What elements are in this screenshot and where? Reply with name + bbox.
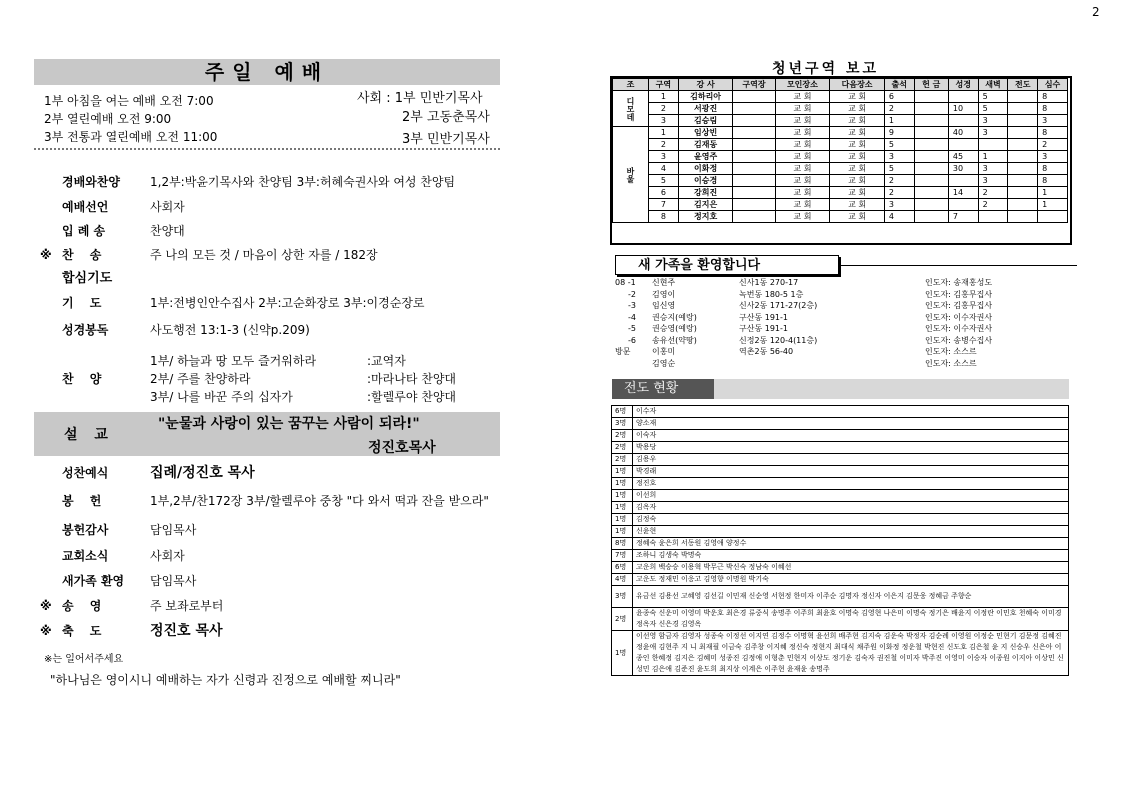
- evangelism-count: 2명: [612, 442, 633, 454]
- praise-by-3: :할렐루야 찬양대: [367, 390, 457, 404]
- table-cell: [948, 199, 978, 211]
- table-row: [612, 406, 1069, 418]
- table-row: [612, 490, 1069, 502]
- evangelism-count: 1명: [612, 631, 633, 676]
- table-cell: [1008, 151, 1038, 163]
- table-cell: 30: [948, 163, 978, 175]
- order-label: 입 례 송: [62, 224, 106, 238]
- sermon-label: 설 교: [64, 427, 114, 443]
- table-cell: [948, 175, 978, 187]
- new-family-name: 이홍미: [652, 347, 676, 356]
- table-cell: [1008, 127, 1038, 139]
- column-header: 구역장: [733, 79, 775, 91]
- table-cell: 교 회: [775, 175, 830, 187]
- table-row: [612, 418, 1069, 430]
- order-label: 찬 송: [62, 248, 108, 262]
- table-cell: [914, 211, 948, 223]
- table-cell: 1: [884, 115, 914, 127]
- evangelism-names: 김정숙: [633, 514, 1069, 526]
- evangelism-count: 1명: [612, 514, 633, 526]
- table-row: [612, 514, 1069, 526]
- table-cell: 교 회: [830, 199, 885, 211]
- table-cell: [948, 139, 978, 151]
- table-row: [612, 526, 1069, 538]
- evangelism-names: 신윤현: [633, 526, 1069, 538]
- order-value: 사회자: [150, 549, 185, 563]
- table-cell: 2: [978, 199, 1008, 211]
- evangelism-count: 1명: [612, 490, 633, 502]
- order-label: 교회소식: [62, 549, 109, 563]
- evangelism-names: 박용당: [633, 442, 1069, 454]
- order-value: 찬양대: [150, 224, 185, 238]
- table-cell: 윤영주: [678, 151, 733, 163]
- table-cell: 6: [649, 187, 679, 199]
- table-row: [612, 466, 1069, 478]
- new-family-address: 구산동 191-1: [739, 324, 788, 333]
- table-cell: [914, 91, 948, 103]
- table-cell: 1: [649, 127, 679, 139]
- new-family-rule: [841, 265, 1077, 266]
- table-cell: 3: [1038, 151, 1068, 163]
- order-label: 새가족 환영: [62, 574, 125, 588]
- table-cell: 5: [978, 91, 1008, 103]
- table-cell: 3: [978, 175, 1008, 187]
- table-cell: [733, 127, 775, 139]
- evangelism-count: 6명: [612, 562, 633, 574]
- table-cell: [978, 211, 1008, 223]
- table-cell: 2: [649, 139, 679, 151]
- table-cell: 교 회: [830, 163, 885, 175]
- table-row: [613, 211, 1068, 223]
- table-cell: 교 회: [775, 151, 830, 163]
- table-cell: 교 회: [830, 91, 885, 103]
- table-cell: 10: [948, 103, 978, 115]
- evangelism-count: 1명: [612, 526, 633, 538]
- table-cell: 임상빈: [678, 127, 733, 139]
- table-row: [612, 538, 1069, 550]
- evangelism-names: 김옥자: [633, 502, 1069, 514]
- table-cell: 3: [978, 115, 1008, 127]
- table-row: [612, 586, 1069, 608]
- table-cell: 교 회: [775, 187, 830, 199]
- table-cell: 2: [884, 175, 914, 187]
- column-header: 조: [613, 79, 649, 91]
- table-row: [612, 631, 1069, 676]
- table-cell: [1008, 91, 1038, 103]
- table-cell: 3: [978, 127, 1008, 139]
- table-cell: 교 회: [775, 139, 830, 151]
- new-family-address: 신사1동 270-17: [739, 278, 799, 287]
- table-cell: 교 회: [775, 211, 830, 223]
- table-cell: 5: [978, 103, 1008, 115]
- table-cell: 교 회: [775, 103, 830, 115]
- table-cell: [1008, 199, 1038, 211]
- table-cell: 교 회: [830, 151, 885, 163]
- youth-report-title: 청년구역 보고: [772, 61, 880, 77]
- evangelism-count: 1명: [612, 502, 633, 514]
- table-cell: 6: [884, 91, 914, 103]
- table-cell: 45: [948, 151, 978, 163]
- table-cell: 8: [1038, 103, 1068, 115]
- evangelism-count: 1명: [612, 466, 633, 478]
- praise-line-1: 1부/ 하늘과 땅 모두 즐거워하라: [150, 354, 317, 368]
- order-label: 봉 헌: [62, 494, 108, 508]
- table-cell: 40: [948, 127, 978, 139]
- new-family-guide: 인도자: 송재홍성도: [925, 278, 993, 287]
- new-family-address: 녹번동 180-5 1층: [739, 289, 804, 299]
- new-family-no: -5: [628, 324, 636, 333]
- table-cell: [733, 115, 775, 127]
- evangelism-names: 고운희 백승승 이용혁 박무근 박신숙 정남숙 이혜선: [633, 562, 1069, 574]
- evangelism-count: 7명: [612, 550, 633, 562]
- table-cell: 김지은: [678, 199, 733, 211]
- table-row: [613, 187, 1068, 199]
- evangelism-count: 2명: [612, 608, 633, 631]
- table-cell: 교 회: [830, 139, 885, 151]
- new-family-no: 08 -1: [615, 278, 636, 287]
- column-header: 모인장소: [775, 79, 830, 91]
- table-cell: 8: [1038, 163, 1068, 175]
- table-cell: [948, 91, 978, 103]
- table-cell: 3: [884, 151, 914, 163]
- table-cell: 교 회: [775, 91, 830, 103]
- evangelism-names: 이수자: [633, 406, 1069, 418]
- new-family-name: 권승지(예랑): [652, 312, 697, 322]
- table-cell: [914, 151, 948, 163]
- evangelism-count: 3명: [612, 418, 633, 430]
- standing-mark: ※: [40, 599, 52, 613]
- new-family-name: 송유선(약땅): [652, 335, 697, 345]
- column-header: 심수: [1038, 79, 1068, 91]
- table-cell: [733, 163, 775, 175]
- table-cell: [1008, 139, 1038, 151]
- table-cell: 1: [1038, 187, 1068, 199]
- evangelism-names: 정진호: [633, 478, 1069, 490]
- table-row: [613, 175, 1068, 187]
- order-value: 1부,2부/찬172장 3부/할렐루야 중창 "다 와서 떡과 잔을 받으라": [150, 494, 489, 508]
- table-row: [613, 199, 1068, 211]
- evangelism-names: 이선희: [633, 490, 1069, 502]
- table-row: [612, 574, 1069, 586]
- new-family-guide: 인도자: 소스르: [925, 358, 977, 368]
- table-cell: [733, 139, 775, 151]
- table-cell: 교 회: [830, 187, 885, 199]
- order-value: 주 나의 모든 것 / 마음이 상한 자를 / 182장: [150, 248, 378, 262]
- page-number: 2: [1092, 5, 1100, 19]
- table-cell: [1008, 163, 1038, 175]
- evangelism-count: 3명: [612, 586, 633, 608]
- praise-line-3: 3부/ 나를 바꾼 주의 십자가: [150, 390, 293, 404]
- order-label: 축 도: [62, 624, 108, 638]
- table-cell: 4: [884, 211, 914, 223]
- table-cell: 교 회: [830, 103, 885, 115]
- table-cell: [1038, 211, 1068, 223]
- new-family-guide: 인도자: 김홍무집사: [925, 301, 993, 310]
- table-cell: [733, 103, 775, 115]
- evangelism-names: 유금선 김용선 고혜영 김선길 이민재 신순영 서현정 한미자 이주순 김명자 정신자 이은지 김문웅 정혜금 주향순: [633, 586, 1069, 608]
- new-family-guide: 인도자: 소스르: [925, 347, 977, 356]
- order-value: 주 보좌로부터: [150, 599, 224, 613]
- standing-note: ※는 일어서주세요: [44, 654, 124, 665]
- column-header: 강 사: [678, 79, 733, 91]
- table-row: [612, 430, 1069, 442]
- table-cell: 2: [884, 103, 914, 115]
- sermon-title: "눈물과 사랑이 있는 꿈꾸는 사람이 되라!": [158, 416, 420, 432]
- new-family-no: -3: [628, 301, 636, 310]
- evangelism-names: 조하니 김생숙 박명숙: [633, 550, 1069, 562]
- table-cell: 김재동: [678, 139, 733, 151]
- table-cell: 2: [978, 187, 1008, 199]
- table-cell: 교 회: [775, 163, 830, 175]
- order-value: 사회자: [150, 200, 185, 214]
- table-cell: 8: [649, 211, 679, 223]
- new-family-guide: 인도자: 송병수집사: [925, 335, 993, 345]
- evangelism-names: 양소재: [633, 418, 1069, 430]
- evangelism-names: 윤종숙 신운미 이영미 박운호 최은경 류중식 송명주 이주희 최윤호 이명숙 김영현 나은미 이명숙 정기은 배윤지 이정란 이민호 천혜숙 이미경 정옥자 신은경 김영옥: [633, 608, 1069, 631]
- evangelism-names: 이숙자: [633, 430, 1069, 442]
- column-header: 출석: [884, 79, 914, 91]
- table-row: [613, 163, 1068, 175]
- table-cell: 3: [649, 115, 679, 127]
- evangelism-names: 정혜숙 윤은희 서동원 김영애 양정수: [633, 538, 1069, 550]
- column-header: 다음장소: [830, 79, 885, 91]
- table-cell: 7: [948, 211, 978, 223]
- table-cell: 김하리아: [678, 91, 733, 103]
- new-family-guide: 인도자: 이수자권사: [925, 324, 993, 333]
- new-family-no: -6: [628, 335, 636, 345]
- table-cell: [914, 163, 948, 175]
- column-header: 구역: [649, 79, 679, 91]
- order-label: 성찬예식: [62, 466, 109, 480]
- table-row: [612, 478, 1069, 490]
- table-cell: 2: [884, 187, 914, 199]
- table-cell: [914, 127, 948, 139]
- service-host-1: 사회 : 1부 민반기목사: [357, 91, 483, 106]
- table-cell: 7: [649, 199, 679, 211]
- new-family-no: -2: [628, 289, 636, 299]
- new-family-name: 김영순: [652, 358, 676, 368]
- table-cell: 8: [1038, 91, 1068, 103]
- table-cell: [733, 91, 775, 103]
- table-cell: 5: [649, 175, 679, 187]
- table-cell: [914, 139, 948, 151]
- table-cell: 교 회: [830, 175, 885, 187]
- table-cell: 8: [1038, 175, 1068, 187]
- service-host-3: 3부 민반기목사: [402, 132, 490, 147]
- table-cell: [733, 187, 775, 199]
- evangelism-names: 이선영 함금자 김영자 성종숙 이정선 이지연 김정수 이명혁 윤선희 배주현 김지숙 김운숙 박정자 김순례 이영원 이정순 민현기 김문정 김혜진 정윤애 김현주 지 니 최재필 이금숙 김주창 이지혜 정신숙 정현지 최대식 채주원 이화정 정운철 박현진 신도호 김은철 윤 지 신승우 신은아 이종인 한혜정 김지은 김혜미 성종진 김정애 이형춘 민현지 이상도 정기운 김숙자 권진철 이미자 박주진 이영미 이승자 이종원 이지아 이상민 신성민 김은애 김준진 윤도희 최지상 이계은 이주현 윤재윤 송명주: [633, 631, 1069, 676]
- sermon-preacher: 정진호목사: [368, 440, 436, 456]
- table-row: [612, 502, 1069, 514]
- order-value: 담임목사: [150, 523, 197, 537]
- table-cell: [733, 199, 775, 211]
- table-cell: [1008, 115, 1038, 127]
- order-label: 기 도: [62, 296, 108, 310]
- column-header: 헌 금: [914, 79, 948, 91]
- order-label: 봉헌감사: [62, 523, 109, 537]
- table-row: [612, 608, 1069, 631]
- table-cell: 2: [1038, 139, 1068, 151]
- table-cell: 14: [948, 187, 978, 199]
- evangelism-count: 2명: [612, 454, 633, 466]
- evangelism-count: 1명: [612, 478, 633, 490]
- table-cell: 교 회: [830, 211, 885, 223]
- standing-mark: ※: [40, 248, 52, 262]
- divider: [34, 148, 500, 150]
- praise-by-1: :교역자: [367, 354, 406, 368]
- order-label: 성경봉독: [62, 323, 109, 337]
- table-cell: 5: [884, 163, 914, 175]
- new-family-title: 새 가족을 환영합니다: [615, 255, 839, 275]
- table-cell: 9: [884, 127, 914, 139]
- table-cell: 1: [1038, 199, 1068, 211]
- order-label: 송 영: [62, 599, 108, 613]
- praise-by-2: :마라나타 찬양대: [367, 372, 457, 386]
- new-family-name: 권승영(예랑): [652, 324, 697, 333]
- table-cell: [1008, 175, 1038, 187]
- evangelism-names: 박경래: [633, 466, 1069, 478]
- table-cell: [733, 175, 775, 187]
- order-label: 예배선언: [62, 200, 109, 214]
- table-cell: 2: [649, 103, 679, 115]
- table-cell: [914, 199, 948, 211]
- order-value: 사도행전 13:1-3 (신약p.209): [150, 323, 310, 337]
- table-cell: 이화정: [678, 163, 733, 175]
- table-cell: [1008, 103, 1038, 115]
- evangelism-title-bar: [714, 379, 1069, 399]
- new-family-name: 신현주: [652, 278, 676, 287]
- table-cell: 교 회: [775, 115, 830, 127]
- table-row: [613, 91, 1068, 103]
- youth-report-table: [612, 78, 1068, 223]
- table-cell: [733, 211, 775, 223]
- order-value: 정진호 목사: [150, 623, 223, 639]
- praise-line-2: 2부/ 주를 찬양하라: [150, 372, 251, 386]
- table-cell: 3: [1038, 115, 1068, 127]
- order-label: 경배와찬양: [62, 175, 120, 189]
- evangelism-count: 6명: [612, 406, 633, 418]
- table-cell: 교 회: [775, 127, 830, 139]
- new-family-address: 신정2동 120-4(11층): [739, 335, 818, 345]
- worship-title: 주일 예배: [34, 59, 500, 85]
- table-cell: [1008, 187, 1038, 199]
- order-label: 합심기도: [62, 271, 113, 286]
- table-row: [613, 103, 1068, 115]
- new-family-name: 임신영: [652, 301, 676, 310]
- evangelism-count: 4명: [612, 574, 633, 586]
- table-cell: 교 회: [830, 115, 885, 127]
- table-cell: 교 회: [830, 127, 885, 139]
- table-cell: 3: [978, 163, 1008, 175]
- table-cell: [914, 115, 948, 127]
- table-row: [613, 139, 1068, 151]
- closing-verse: "하나님은 영이시니 예배하는 자가 신령과 진정으로 예배할 찌니라": [50, 673, 401, 687]
- table-cell: 강희진: [678, 187, 733, 199]
- table-cell: [978, 139, 1008, 151]
- evangelism-names: 김용우: [633, 454, 1069, 466]
- table-cell: 1: [978, 151, 1008, 163]
- table-cell: 1: [649, 91, 679, 103]
- column-header: 새벽: [978, 79, 1008, 91]
- new-family-no: 방문: [615, 347, 631, 356]
- table-row: [612, 550, 1069, 562]
- order-value: 1부:전병인안수집사 2부:고순화장로 3부:이경순장로: [150, 296, 425, 310]
- table-row: [612, 454, 1069, 466]
- service-time-1: 1부 아침을 여는 예배 오전 7:00: [44, 94, 214, 108]
- table-cell: 8: [1038, 127, 1068, 139]
- order-value: 담임목사: [150, 574, 197, 588]
- table-row: [613, 151, 1068, 163]
- column-header: 성경: [948, 79, 978, 91]
- table-cell: 교 회: [775, 199, 830, 211]
- group-name: 디모데: [613, 91, 649, 127]
- group-name: 바울: [613, 127, 649, 223]
- table-cell: [914, 175, 948, 187]
- column-header: 전도: [1008, 79, 1038, 91]
- table-cell: 3: [884, 199, 914, 211]
- evangelism-names: 고운도 정재민 이응고 김영향 이명원 박기숙: [633, 574, 1069, 586]
- table-cell: [914, 103, 948, 115]
- table-row: [613, 127, 1068, 139]
- table-row: [612, 562, 1069, 574]
- standing-mark: ※: [40, 624, 52, 638]
- new-family-no: -4: [628, 312, 636, 322]
- table-cell: [948, 115, 978, 127]
- evangelism-table: [611, 405, 1069, 676]
- new-family-guide: 인도자: 이수자권사: [925, 312, 993, 322]
- table-cell: 4: [649, 163, 679, 175]
- table-cell: 3: [649, 151, 679, 163]
- evangelism-count: 2명: [612, 430, 633, 442]
- table-cell: 5: [884, 139, 914, 151]
- new-family-guide: 인도자: 김홍무집사: [925, 289, 993, 299]
- praise-label: 찬 양: [62, 372, 108, 386]
- table-row: [613, 115, 1068, 127]
- new-family-address: 구산동 191-1: [739, 312, 788, 322]
- table-cell: [1008, 211, 1038, 223]
- table-cell: 정지호: [678, 211, 733, 223]
- evangelism-title: 전도 현황: [612, 379, 714, 399]
- table-cell: 김승림: [678, 115, 733, 127]
- new-family-address: 역촌2동 56-40: [739, 347, 794, 356]
- new-family-name: 김영이: [652, 289, 676, 299]
- table-cell: 이승경: [678, 175, 733, 187]
- order-value: 1,2부:박윤기목사와 찬양팀 3부:허혜숙권사와 여성 찬양팀: [150, 175, 456, 189]
- table-cell: [733, 151, 775, 163]
- table-row: [612, 442, 1069, 454]
- table-cell: [914, 187, 948, 199]
- service-time-3: 3부 전통과 열린예배 오전 11:00: [44, 130, 218, 144]
- service-host-2: 2부 고동춘목사: [402, 110, 490, 125]
- new-family-address: 신사2동 171-27(2층): [739, 301, 818, 310]
- order-value: 집례/정진호 목사: [150, 465, 255, 481]
- table-cell: 서광진: [678, 103, 733, 115]
- evangelism-count: 8명: [612, 538, 633, 550]
- service-time-2: 2부 열린예배 오전 9:00: [44, 112, 172, 126]
